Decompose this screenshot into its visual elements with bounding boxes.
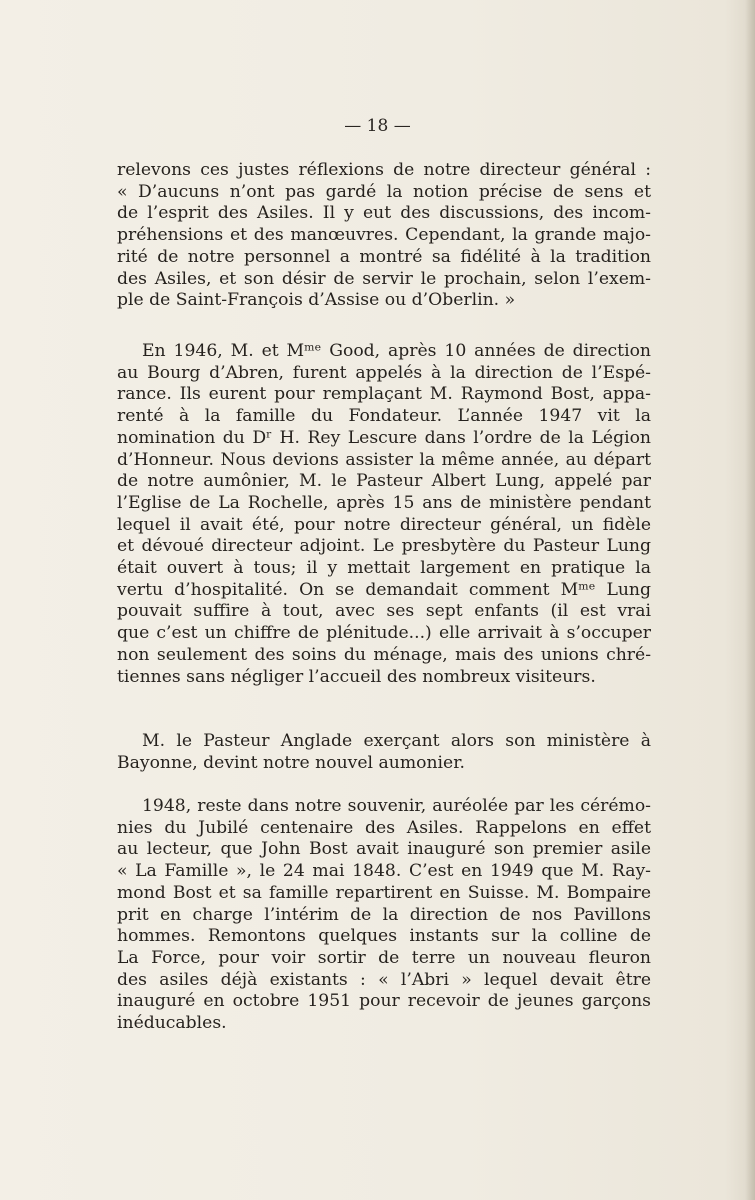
text-line: nies du Jubilé centenaire des Asiles. Rappelons en effet xyxy=(117,817,651,838)
text-line: inauguré en octobre 1951 pour recevoir de jeunes garçons xyxy=(117,991,651,1012)
text-line: l’Eglise de La Rochelle, après 15 ans de ministère pendant xyxy=(117,492,651,513)
text-line: rance. Ils eurent pour remplaçant M. Raymond Bost, appa- xyxy=(117,384,651,405)
paragraph-1948 xyxy=(117,796,651,1035)
text-line: de l’esprit des Asiles. Il y eut des discussions, des incom- xyxy=(117,203,651,224)
text-line: d’Honneur. Nous devions assister la même année, au départ xyxy=(117,449,651,470)
paragraph-anglade xyxy=(117,731,651,774)
text-line: ple de Saint-François d’Assise ou d’Oberlin. » xyxy=(117,290,516,311)
page-edge-shadow xyxy=(745,0,755,1200)
text-line: au lecteur, que John Bost avait inauguré son premier asile xyxy=(117,839,651,860)
text-line: La Force, pour voir sortir de terre un nouveau fleuron xyxy=(117,947,651,968)
text-line: de notre aumônier, M. le Pasteur Albert Lung, appelé par xyxy=(117,471,651,492)
text-line: préhensions et des manœuvres. Cependant, la grande majo- xyxy=(117,225,651,246)
text-line: nomination du Dʳ H. Rey Lescure dans l’ordre de la Légion xyxy=(117,427,651,448)
text-line: « La Famille », le 24 mai 1848. C’est en 1949 que M. Ray- xyxy=(117,861,651,882)
text-line: 1948, reste dans notre souvenir, auréolée par les cérémo- xyxy=(142,796,651,816)
text-line: Bayonne, devint notre nouvel aumonier. xyxy=(117,752,465,773)
paragraph-quote xyxy=(117,160,651,312)
paragraph-1946 xyxy=(117,341,651,688)
text-line: mond Bost et sa famille repartirent en Suisse. M. Bompaire xyxy=(117,882,651,903)
text-line: M. le Pasteur Anglade exerçant alors son ministère à xyxy=(142,731,651,751)
text-line: était ouvert à tous; il y mettait largement en pratique la xyxy=(117,558,651,579)
text-line: au Bourg d’Abren, furent appelés à la direction de l’Espé- xyxy=(117,362,651,383)
text-line: inéducables. xyxy=(117,1013,227,1034)
page-number: — 18 — xyxy=(344,116,411,136)
text-line: relevons ces justes réflexions de notre directeur général : xyxy=(117,160,651,180)
text-line: lequel il avait été, pour notre directeur général, un fidèle xyxy=(117,514,651,535)
text-line: hommes. Remontons quelques instants sur la colline de xyxy=(117,926,651,947)
text-line: prit en charge l’intérim de la direction de nos Pavillons xyxy=(117,904,651,925)
text-line: des Asiles, et son désir de servir le prochain, selon l’exem- xyxy=(117,268,651,289)
text-line: et dévoué directeur adjoint. Le presbytère du Pasteur Lung xyxy=(117,536,651,557)
text-line: tiennes sans négliger l’accueil des nombreux visiteurs. xyxy=(117,666,596,687)
text-line: rité de notre personnel a montré sa fidélité à la tradition xyxy=(117,246,651,267)
text-line: des asiles déjà existants : « l’Abri » lequel devait être xyxy=(117,969,651,990)
text-line: que c’est un chiffre de plénitude...) elle arrivait à s’occuper xyxy=(117,623,651,644)
text-line: En 1946, M. et Mᵐᵉ Good, après 10 années de direction xyxy=(142,341,651,361)
text-line: « D’aucuns n’ont pas gardé la notion précise de sens et xyxy=(117,181,651,202)
text-line: vertu d’hospitalité. On se demandait comment Mᵐᵉ Lung xyxy=(117,579,651,600)
text-line: renté à la famille du Fondateur. L’année 1947 vit la xyxy=(117,406,651,427)
text-line: non seulement des soins du ménage, mais des unions chré- xyxy=(117,644,651,665)
text-line: pouvait suffire à tout, avec ses sept enfants (il est vrai xyxy=(117,601,651,622)
